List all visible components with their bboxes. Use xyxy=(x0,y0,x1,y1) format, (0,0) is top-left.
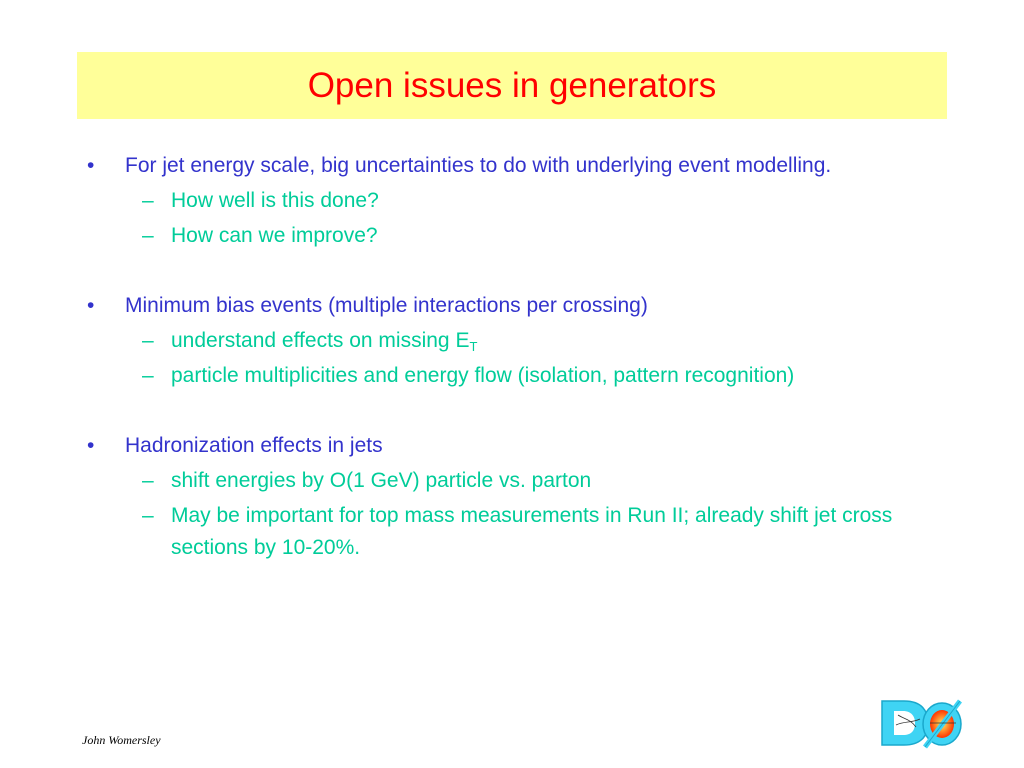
sub-bullet-item xyxy=(125,185,965,217)
dash-mark: – xyxy=(142,329,154,352)
bullet-item xyxy=(85,430,965,564)
footer-author: John Womersley xyxy=(82,733,161,747)
dzero-logo-icon xyxy=(880,697,966,749)
sub-bullet-text xyxy=(171,329,477,352)
bullet-mark: • xyxy=(87,154,95,177)
subscript-t: T xyxy=(469,339,478,354)
bullet-mark: • xyxy=(87,294,95,317)
sub-bullet-text: particle multiplicities and energy flow (isolation, pattern recognition) xyxy=(171,364,795,387)
sub-bullet-text: How well is this done? xyxy=(171,189,379,212)
sub-bullet-text: shift energies by O(1 GeV) particle vs. parton xyxy=(171,469,592,492)
bullet-mark: • xyxy=(87,434,95,457)
sub-bullet-list xyxy=(125,185,965,252)
bullet-text: For jet energy scale, big uncertainties to do with underlying event modelling. xyxy=(125,154,832,177)
sub-bullet-list xyxy=(125,325,965,392)
title-banner xyxy=(77,52,947,119)
sub-bullet-item xyxy=(125,465,965,497)
sub-bullet-item xyxy=(125,360,965,392)
sub-bullet-text: How can we improve? xyxy=(171,224,378,247)
bullet-item xyxy=(85,290,965,392)
bullet-list xyxy=(85,150,965,564)
dash-mark: – xyxy=(142,469,154,492)
sub-bullet-list xyxy=(125,465,965,564)
dash-mark: – xyxy=(142,224,154,247)
bullet-text: Hadronization effects in jets xyxy=(125,434,383,457)
dash-mark: – xyxy=(142,504,154,527)
sub-bullet-text-main: understand effects on missing E xyxy=(171,329,470,352)
bullet-text: Minimum bias events (multiple interactions per crossing) xyxy=(125,294,648,317)
sub-bullet-item xyxy=(125,500,965,564)
dash-mark: – xyxy=(142,364,154,387)
slide-title: Open issues in generators xyxy=(307,66,717,105)
sub-bullet-text: May be important for top mass measurements in Run II; already shift jet cross sections by 10-20%. xyxy=(171,504,893,559)
sub-bullet-item xyxy=(125,325,965,357)
sub-bullet-item xyxy=(125,220,965,252)
bullet-item xyxy=(85,150,965,252)
dash-mark: – xyxy=(142,189,154,212)
